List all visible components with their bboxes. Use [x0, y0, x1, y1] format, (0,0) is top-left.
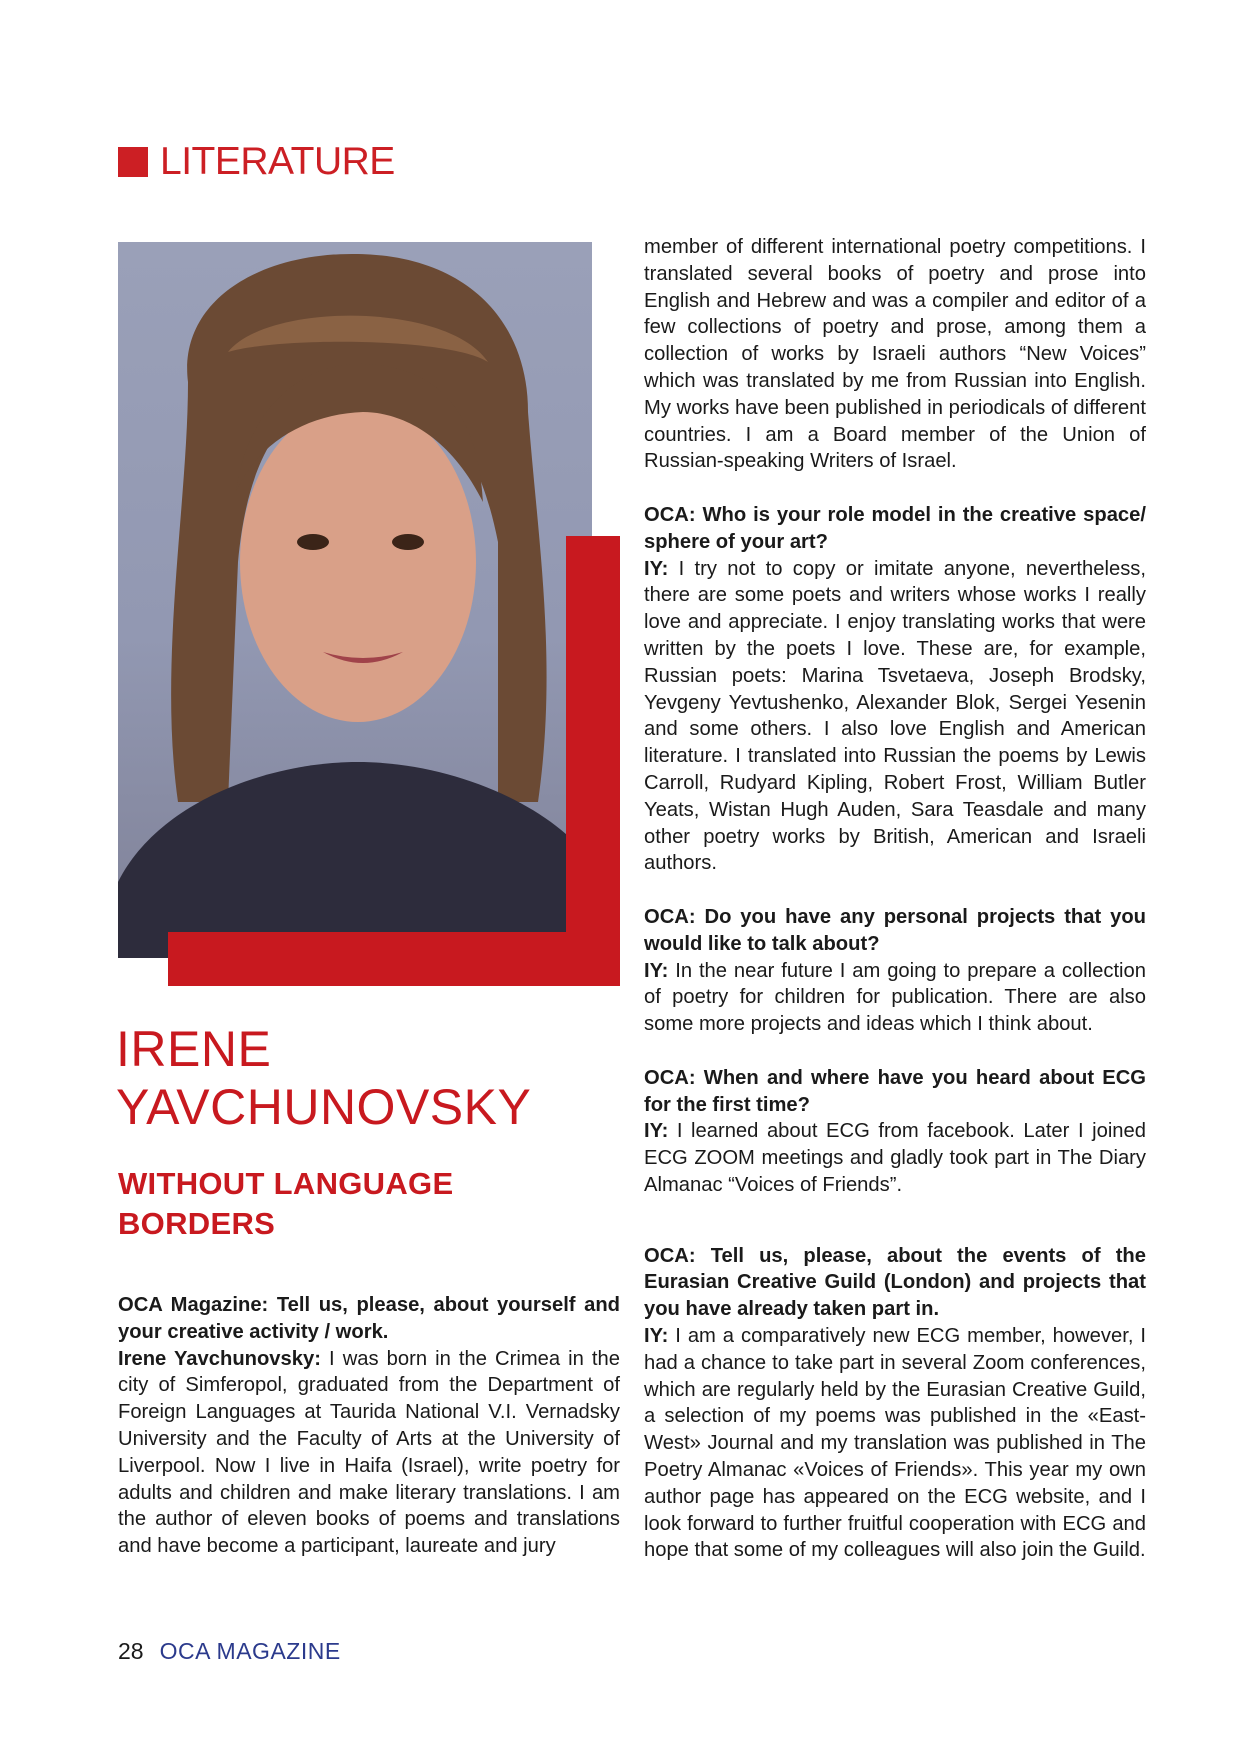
- author-name-line1: IRENE: [116, 1021, 272, 1077]
- interview-answer: [644, 1323, 1146, 1564]
- answer-speaker-label: IY:: [644, 959, 669, 982]
- section-header: [118, 142, 395, 181]
- interview-question: OCA Magazine: Tell us, please, about yourself and your creative activity / work.: [118, 1294, 620, 1343]
- red-accent-horizontal-bar: [168, 932, 620, 986]
- magazine-name: OCA MAGAZINE: [159, 1638, 341, 1664]
- answer-text: I was born in the Crimea in the city of Simferopol, graduated from the Department of Foreign Languages at Taurida National V.I. Vernadsky University and the Faculty of Arts at the University of Liverpool. Now I live in Haifa (Israel), write poetry for adults and children and make literary translations. I am the author of eleven books of poems and translations and have become a participant, laureate and jury: [118, 1347, 620, 1558]
- answer-speaker-label: Irene Yavchunovsky:: [118, 1347, 321, 1370]
- portrait-illustration: [118, 242, 592, 958]
- section-square-marker: [118, 147, 148, 177]
- page-number: 28: [118, 1638, 144, 1664]
- interview-question: OCA: Tell us, please, about the events of the Eurasian Creative Guild (London) and projects that you have already taken part in.: [644, 1244, 1146, 1321]
- author-portrait-photo: [118, 242, 592, 958]
- answer-text: I learned about ECG from facebook. Later I joined ECG ZOOM meetings and gladly took part in The Diary Almanac “Voices of Friends”.: [644, 1120, 1146, 1196]
- red-accent-vertical-bar: [566, 536, 620, 986]
- author-name-line2: YAVCHUNOVSKY: [116, 1079, 532, 1135]
- interview-question: OCA: Who is your role model in the creative space/ sphere of your art?: [644, 503, 1146, 553]
- answer-speaker-label: IY:: [644, 557, 669, 580]
- interview-question: OCA: Do you have any personal projects that you would like to talk about?: [644, 905, 1146, 955]
- left-text-column: [118, 1292, 620, 1560]
- answer-text: In the near future I am going to prepare a collection of poetry for children for publication. There are also some more projects and ideas which I think about.: [644, 959, 1146, 1036]
- right-text-column: [644, 234, 1146, 1564]
- page-footer: [118, 1638, 341, 1665]
- answer-text: I try not to copy or imitate anyone, nevertheless, there are some poets and writers whose works I really love and appreciate. I enjoy translating works that were written by the poets I love. These are, for example, Russian poets: Marina Tsvetaeva, Joseph Brodsky, Yevgeny Yevtushenko, Alexander Blok, Sergei Yesenin and some others. I also love English and American literature. I translated into Russian the poems by Lewis Carroll, Rudyard Kipling, Robert Frost, William Butler Yeats, Wistan Hugh Auden, Sara Teasdale and many other poetry works by British, American and Israeli authors.: [644, 557, 1146, 875]
- interview-answer: [644, 1118, 1146, 1198]
- answer-speaker-label: IY:: [644, 1325, 669, 1348]
- interview-answer: [644, 556, 1146, 878]
- interview-answer: [644, 958, 1146, 1038]
- author-name: [116, 1020, 676, 1136]
- section-label: LITERATURE: [160, 140, 395, 183]
- answer-continuation: member of different international poetry competitions. I translated several books of poetry and prose into English and Hebrew and was a compiler and editor of a few collections of poetry and prose, among them a collection of works by Israeli authors “New Voices” which was translated by me from Russian into English. My works have been published in periodicals of different countries. I am a Board member of the Union of Russian-speaking Writers of Israel.: [644, 236, 1146, 473]
- answer-speaker-label: IY:: [644, 1120, 669, 1143]
- interview-question: OCA: When and where have you heard about ECG for the first time?: [644, 1066, 1146, 1116]
- article-subtitle: WITHOUT LANGUAGE BORDERS: [118, 1166, 454, 1241]
- answer-text: I am a comparatively new ECG member, however, I had a chance to take part in several Zoom conferences, which are regularly held by the Eurasian Creative Guild, a selection of my poems was published in the «East-West» Journal and my translation was published in The Poetry Almanac «Voices of Friends». This year my own author page has appeared on the ECG website, and I look forward to further fruitful cooperation with ECG and hope that some of my colleagues will also join the Guild.: [644, 1325, 1146, 1562]
- interview-answer: [118, 1346, 620, 1560]
